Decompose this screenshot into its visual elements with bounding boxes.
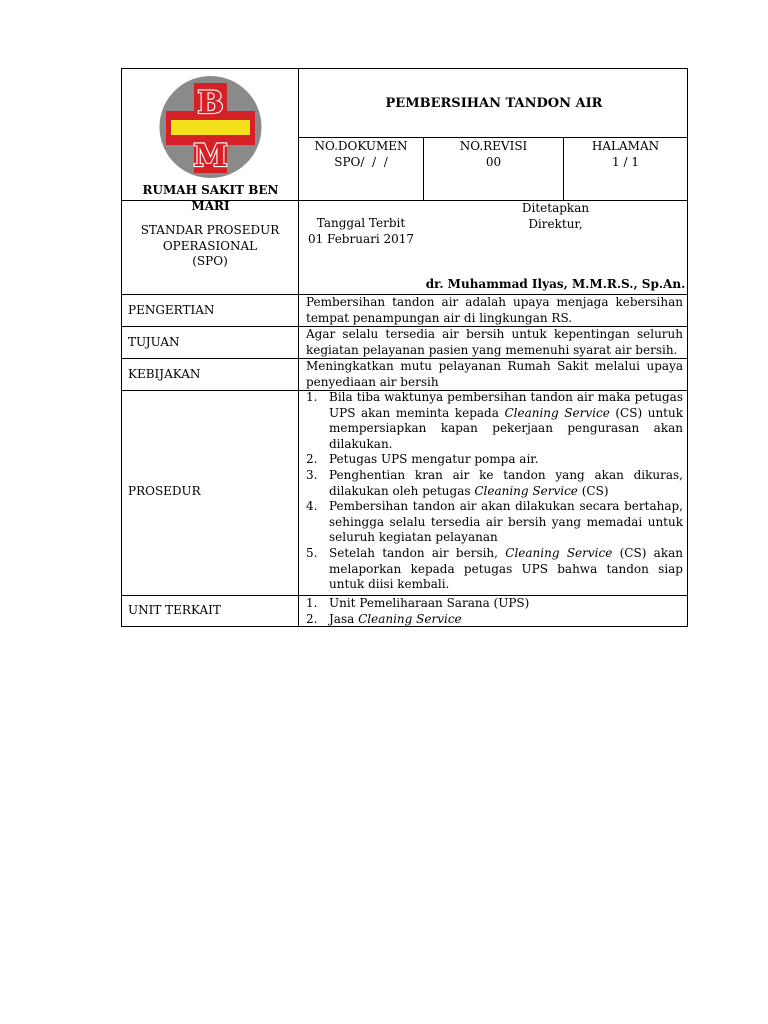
tujuan-text: Agar selalu tersedia air bersih untuk kepentingan seluruh kegiatan pelayanan pasien yang memenuhi syarat air bersih. — [306, 327, 683, 357]
tanggal-terbit-cell — [299, 216, 423, 247]
halaman-value: 1 / 1 — [612, 154, 639, 169]
prosedur-step — [306, 390, 683, 452]
step-number: 5. — [306, 545, 318, 560]
tanggal-terbit-value: 01 Februari 2017 — [307, 231, 415, 246]
no-dokumen-label: NO.DOKUMEN — [314, 139, 408, 153]
signatory-name: dr. Muhammad Ilyas, M.M.R.S., Sp.An. — [425, 277, 686, 291]
document-title: PEMBERSIHAN TANDON AIR — [385, 96, 603, 111]
halaman-label: HALAMAN — [591, 139, 660, 153]
step-text: Pembersihan tandon air akan dilakukan secara bertahap, sehingga selalu tersedia air bersih yang memadai untuk seluruh kegiatan pelayanan — [329, 499, 683, 545]
step-text-end: (CS) — [577, 483, 609, 498]
kebijakan-text: Meningkatkan mutu pelayanan Rumah Sakit melalui upaya penyediaan air bersih — [306, 359, 683, 389]
unit-item — [306, 596, 683, 612]
step-italic: Cleaning Service — [505, 545, 613, 560]
ditetapkan-cell — [424, 201, 687, 232]
prosedur-step — [306, 499, 683, 546]
step-number: 4. — [306, 499, 318, 514]
prosedur-label: PROSEDUR — [128, 484, 201, 498]
no-dokumen-cell — [299, 139, 423, 170]
step-number: 3. — [306, 467, 318, 482]
halaman-cell — [564, 139, 687, 170]
step-italic: Cleaning Service — [474, 483, 578, 498]
title-divider — [298, 137, 687, 138]
unit-text: Unit Pemeliharaan Sarana (UPS) — [329, 596, 530, 610]
unit-item — [306, 612, 683, 628]
pengertian-label: PENGERTIAN — [128, 303, 215, 317]
step-text: Penghentian kran air ke tandon yang akan dikuras, dilakukan oleh petugas — [329, 467, 683, 498]
step-number: 1. — [306, 390, 318, 404]
hospital-logo — [157, 75, 264, 179]
unit-number: 2. — [306, 611, 318, 626]
step-text: Setelah tandon air bersih, — [329, 545, 506, 560]
logo-cell — [122, 69, 299, 213]
pengertian-text: Pembersihan tandon air adalah upaya menjaga kebersihan tempat penampungan air di lingkungan RS. — [306, 295, 683, 325]
spo-line-1: STANDAR PROSEDUR — [140, 223, 280, 237]
unit-number: 1. — [306, 596, 318, 610]
hospital-name: RUMAH SAKIT BEN MARI — [142, 183, 279, 213]
prosedur-step — [306, 452, 683, 468]
spo-label-cell — [122, 223, 298, 270]
unit-terkait-label: UNIT TERKAIT — [128, 603, 221, 617]
step-text: Bila tiba waktunya pembersihan tandon air maka petugas UPS akan meminta kepada — [329, 390, 683, 420]
spo-document — [121, 68, 688, 627]
unit-terkait-list — [306, 596, 683, 627]
step-number: 2. — [306, 452, 318, 467]
no-revisi-value: 00 — [485, 154, 502, 169]
step-text-end: (CS) akan melaporkan kepada petugas UPS bahwa tandon siap untuk diisi kembali. — [329, 545, 683, 592]
kebijakan-label: KEBIJAKAN — [128, 367, 201, 381]
unit-italic: Cleaning Service — [358, 611, 462, 626]
prosedur-steps — [306, 390, 683, 593]
no-dokumen-value: SPO/ / / — [334, 154, 388, 169]
spo-line-2: OPERASIONAL — [162, 238, 258, 253]
prosedur-step — [306, 468, 683, 499]
no-revisi-label: NO.REVISI — [459, 139, 528, 153]
unit-text: Jasa — [329, 611, 359, 626]
spo-line-3: (SPO) — [192, 254, 228, 268]
step-text-end: (CS) untuk mempersiapkan kapan pekerjaan pengurasan akan dilakukan. — [329, 405, 683, 451]
tanggal-terbit-label: Tanggal Terbit — [316, 216, 406, 230]
logo-letter-m: M — [193, 138, 228, 174]
no-revisi-cell — [424, 139, 563, 170]
prosedur-step — [306, 546, 683, 593]
logo-letter-b: B — [197, 85, 224, 121]
step-italic: Cleaning Service — [504, 405, 610, 420]
ditetapkan-label: Ditetapkan — [521, 201, 590, 215]
step-text: Petugas UPS mengatur pompa air. — [329, 452, 539, 467]
tujuan-label: TUJUAN — [128, 335, 180, 349]
direktur-label: Direktur, — [528, 216, 583, 231]
